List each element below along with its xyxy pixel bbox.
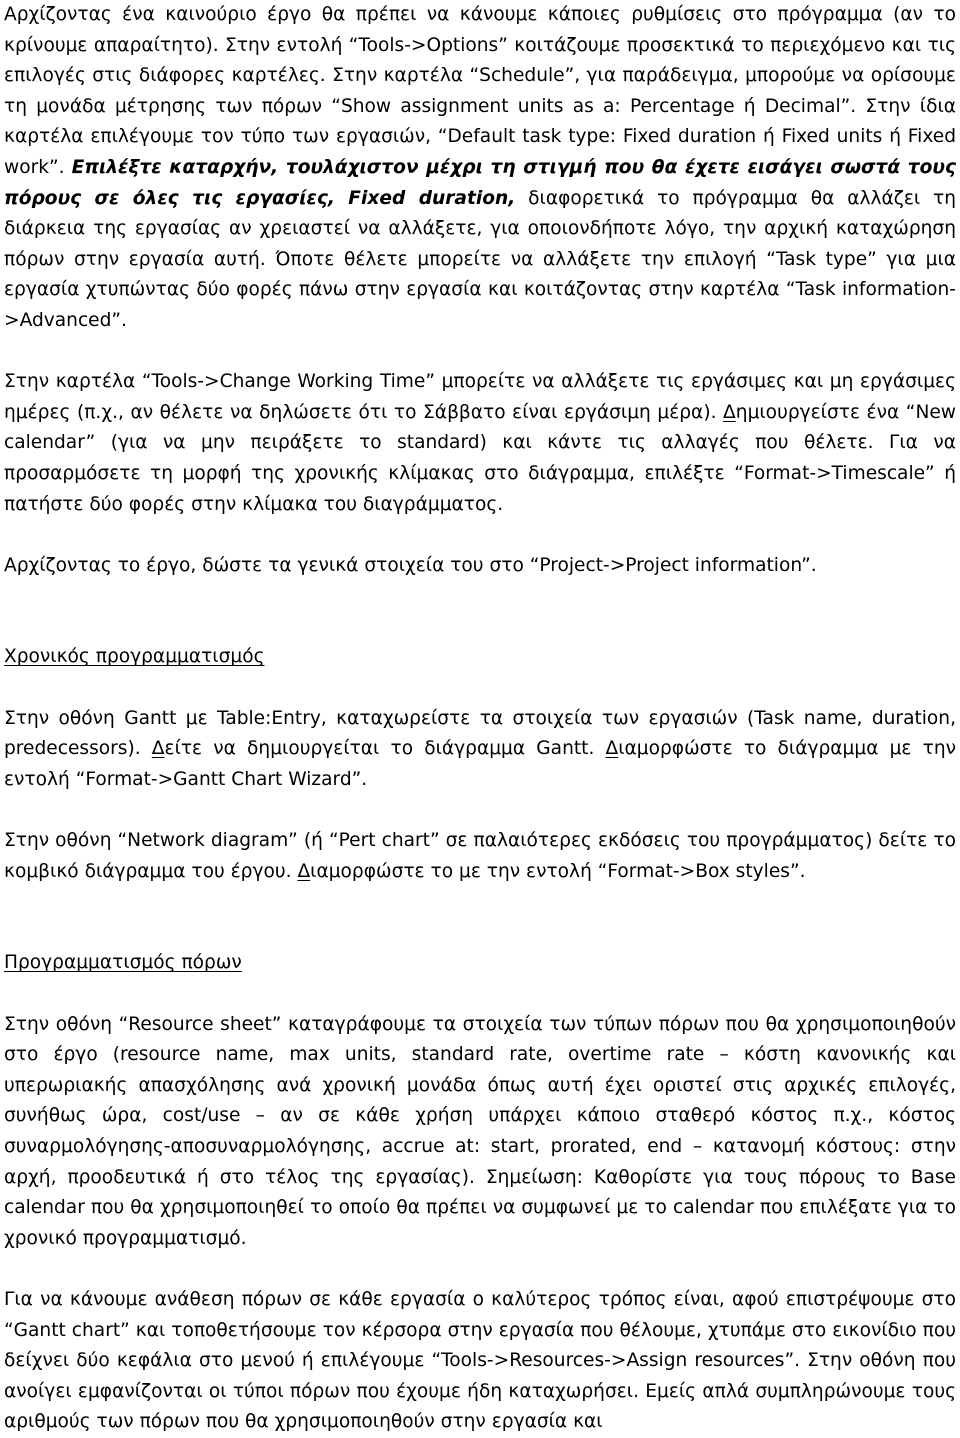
underlined-letter: Δ — [151, 738, 165, 760]
paragraph-gantt-mid: είτε να δημιουργείται το διάγραμμα Gantt. — [164, 738, 606, 760]
spacer — [4, 795, 956, 826]
heading-resource-scheduling: Προγραμματισμός πόρων — [4, 952, 242, 974]
spacer — [4, 581, 956, 642]
spacer — [4, 520, 956, 551]
spacer — [4, 1254, 956, 1285]
paragraph-options-text: Αρχίζοντας ένα καινούριο έργο θα πρέπει να κάνουμε κάποιες ρυθμίσεις στο πρόγραμμα (αν το κρίνουμε απαραίτητο). Στην εντολή “Tools->Options” κοιτάζουμε προσεκτικά το περιεχόμενο και τις επιλογές στις διάφορες καρτέλες. Στην καρτέλα “Schedule”, για παράδειγμα, μπορούμε να ορίσουμε τη μονάδα μέτρησης των πόρων “Show assignment units as a: Percentage ή Decimal”. Στην ίδια καρτέλα επιλέγουμε τον τύπο των εργασιών, “Default task type: Fixed duration ή Fixed units ή Fixed work”. — [4, 4, 956, 178]
paragraph-network-text: Στην οθόνη “Network diagram” (ή “Pert chart” σε παλαιότερες εκδόσεις του προγράμματος) δείτε το κομβικό διάγραμμα του έργου. — [4, 830, 956, 882]
paragraph-network-tail: ιαμορφώστε το με την εντολή “Format->Box styles”. — [310, 860, 806, 882]
paragraph-gantt-text: Στην οθόνη Gantt με Table:Entry, καταχωρείστε τα στοιχεία των εργασιών (Task name, duration, predecessors). — [4, 707, 956, 760]
paragraph-options-tail: διαφορετικά το πρόγραμμα θα αλλάζει τη διάρκεια της εργασίας αν χρειαστεί να αλλάξετε, για οποιονδήποτε λόγο, την αρχική καταχώρηση πόρων στην εργασία αυτή. Όποτε θέλετε μπορείτε να αλλάξετε την επιλογή “Task type” για μια εργασία χτυπώντας δύο φορές πάνω στην εργασία και κοιτάζοντας στην καρτέλα “Task information->Advanced”. — [4, 187, 957, 331]
paragraph-working-time — [4, 367, 956, 520]
paragraph-network — [4, 826, 956, 887]
paragraph-gantt-tail: ιαμορφώστε το διάγραμμα με την εντολή “Format->Gantt Chart Wizard”. — [4, 738, 956, 790]
paragraph-options — [4, 0, 956, 337]
paragraph-assign-resources: Για να κάνουμε ανάθεση πόρων σε κάθε εργασία ο καλύτερος τρόπος είναι, αφού επιστρέψουμε στο “Gantt chart” και τοποθετήσουμε τον κέρσορα στην εργασία που θέλουμε, χτυπάμε στο εικονίδιο που δείχνει δύο κεφάλια στο μενού ή επιλέγουμε “Tools->Resources->Assign resources”. Στην οθόνη που ανοίγει εμφανίζονται οι τύποι πόρων που έχουμε ήδη καταχωρήσει. Εμείς απλά συμπληρώνουμε τους αριθμούς των πόρων που θα χρησιμοποιηθούν στην εργασία και — [4, 1288, 956, 1433]
underlined-letter: Δ — [605, 738, 619, 760]
paragraph-options-emphasis: Επιλέξτε καταρχήν, τουλάχιστον μέχρι τη στιγμή που θα έχετε εισάγει σωστά τους πόρους σε όλες τις εργασίες, Fixed duration, — [4, 156, 956, 209]
spacer — [4, 337, 956, 368]
underlined-letter: Δ — [297, 860, 311, 882]
paragraph-resource-sheet: Στην οθόνη “Resource sheet” καταγράφουμε τα στοιχεία των τύπων πόρων που θα χρησιμοποιηθούν στο έργο (resource name, max units, standard rate, overtime rate – κόστη κανονικής και υπερωριακής απασχόλησης ανά χρονική μονάδα όπως αυτή έχει οριστεί στις αρχικές επιλογές, συνήθως ώρα, cost/use – αν σε κάθε χρήση υπάρχει κάποιο σταθερό κόστος π.χ., κόστος συναρμολόγησης-αποσυναρμολόγησης, accrue at: start, prorated, end – κατανομή κόστους: στην αρχή, προοδευτικά ή στο τέλος της εργασίας). Σημείωση: Καθορίστε για τους πόρους το Base calendar που θα χρησιμοποιηθεί το οποίο θα πρέπει να συμφωνεί με το calendar που επιλέξατε για το χρονικό προγραμματισμό. — [4, 1013, 956, 1249]
heading-time-scheduling: Χρονικός προγραμματισμός — [4, 646, 265, 668]
paragraph-working-time-text: Στην καρτέλα “Tools->Change Working Time” μπορείτε να αλλάξετε τις εργάσιμες και μη εργάσιμες ημέρες (π.χ., αν θέλετε να δηλώσετε ότι το Σάββατο είναι εργάσιμη μέρα). — [4, 371, 956, 423]
underlined-letter: Δ — [723, 401, 736, 423]
spacer — [4, 887, 956, 948]
spacer — [4, 673, 956, 704]
spacer — [4, 979, 956, 1010]
document-page — [4, 0, 956, 1438]
paragraph-working-time-tail: ημιουργείστε ένα “New calendar” (για να μην πειράξετε το standard) και κάντε τις αλλαγές που θέλετε. Για να προσαρμόσετε τη μορφή της χρονικής κλίμακας στο διάγραμμα, επιλέξτε “Format->Timescale” ή πατήστε δύο φορές στην κλίμακα του διαγράμματος. — [4, 401, 956, 515]
paragraph-project-info: Αρχίζοντας το έργο, δώστε τα γενικά στοιχεία του στο “Project->Project information”. — [4, 554, 817, 576]
paragraph-gantt — [4, 704, 956, 796]
